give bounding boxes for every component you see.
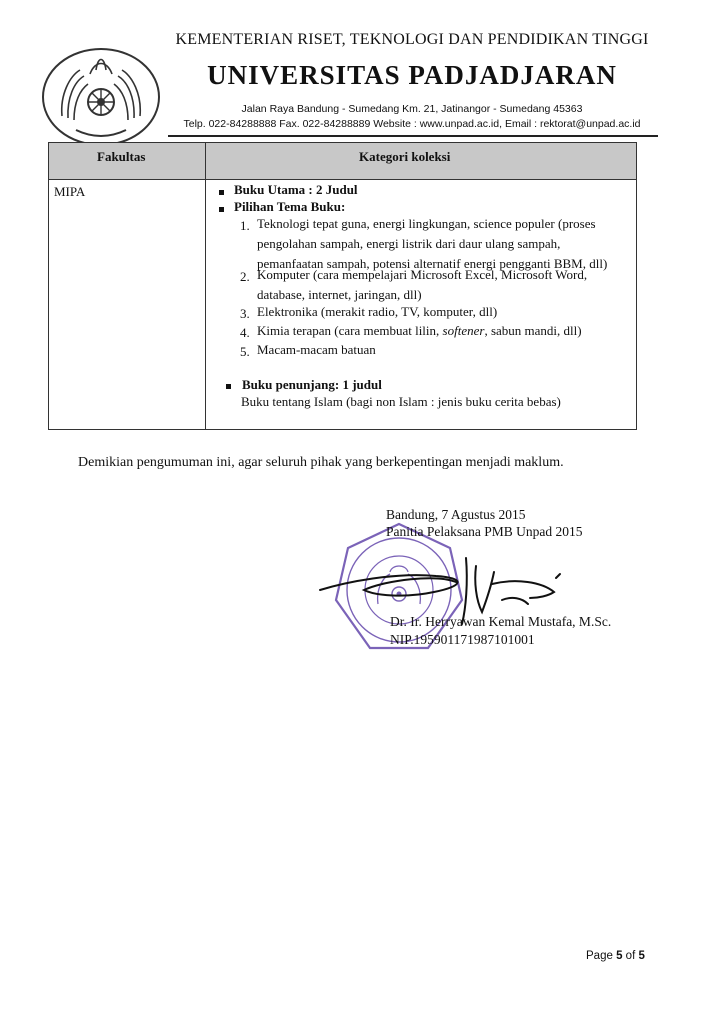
table-header-row [49,143,636,180]
page-current: 5 [616,950,623,962]
list-item-line: pemanfaatan sampah, potensi alternatif energi pengganti BBM, dll) [257,256,608,271]
list-item-italic: softener [442,323,485,338]
committee-name: Panitia Pelaksana PMB Unpad 2015 [386,524,583,539]
list-number: 1. [240,218,250,233]
page-label: Page [586,950,613,962]
list-number: 2. [240,269,250,284]
university-name: UNIVERSITAS PADJADJARAN [207,60,617,90]
fakultas-value: MIPA [54,184,86,199]
bullet-icon [219,190,224,195]
list-item-line: pengolahan sampah, energi listrik dari daur ulang sampah, [257,236,561,251]
collection-table [48,142,637,430]
list-item-line: Teknologi tepat guna, energi lingkungan, science populer (proses [257,216,596,231]
signatory-nip: NIP.195901171987101001 [390,632,535,647]
tema-item-4 [257,323,582,339]
tema-item-1 [257,216,607,272]
tema-item-5: Macam-macam batuan [257,342,376,357]
ministry-name: KEMENTERIAN RISET, TEKNOLOGI DAN PENDIDIKAN TINGGI [175,31,649,48]
bullet-icon [226,384,231,389]
bullet-icon [219,207,224,212]
penunjang-description: Buku tentang Islam (bagi non Islam : jenis buku cerita bebas) [241,394,561,409]
closing-statement: Demikian pengumuman ini, agar seluruh pihak yang berkepentingan menjadi maklum. [78,455,564,470]
buku-penunjang: Buku penunjang: 1 judul [242,377,382,392]
list-item-line: Komputer (cara mempelajari Microsoft Excel, Microsoft Word, [257,267,588,282]
list-item-text: Kimia terapan (cara membuat lilin, [257,323,443,338]
header-divider [168,135,658,137]
tema-item-3: Elektronika (merakit radio, TV, komputer, dll) [257,304,498,319]
list-item-line: database, internet, jaringan, dll) [257,287,422,302]
place-date: Bandung, 7 Agustus 2015 [386,507,526,522]
list-number: 4. [240,325,250,340]
tema-item-2 [257,267,587,303]
university-logo [40,46,162,148]
page-of: of [625,950,636,962]
pilihan-tema-label: Pilihan Tema Buku: [234,199,346,214]
column-header-kategori: Kategori koleksi [359,149,451,164]
list-number: 3. [240,306,250,321]
page-number [586,950,645,962]
column-header-fakultas: Fakultas [97,149,146,164]
page-total: 5 [638,950,645,962]
list-item-text: , sabun mandi, dll) [484,323,582,338]
contact-info: Telp. 022-84288888 Fax. 022-84288889 Website : www.unpad.ac.id, Email : rektorat@unpad.ac.id [183,118,641,130]
buku-utama: Buku Utama : 2 Judul [234,182,358,197]
list-number: 5. [240,344,250,359]
address: Jalan Raya Bandung - Sumedang Km. 21, Jatinangor - Sumedang 45363 [241,103,583,115]
column-divider [205,143,206,429]
signatory-name: Dr. Ir. Herryawan Kemal Mustafa, M.Sc. [390,614,612,629]
